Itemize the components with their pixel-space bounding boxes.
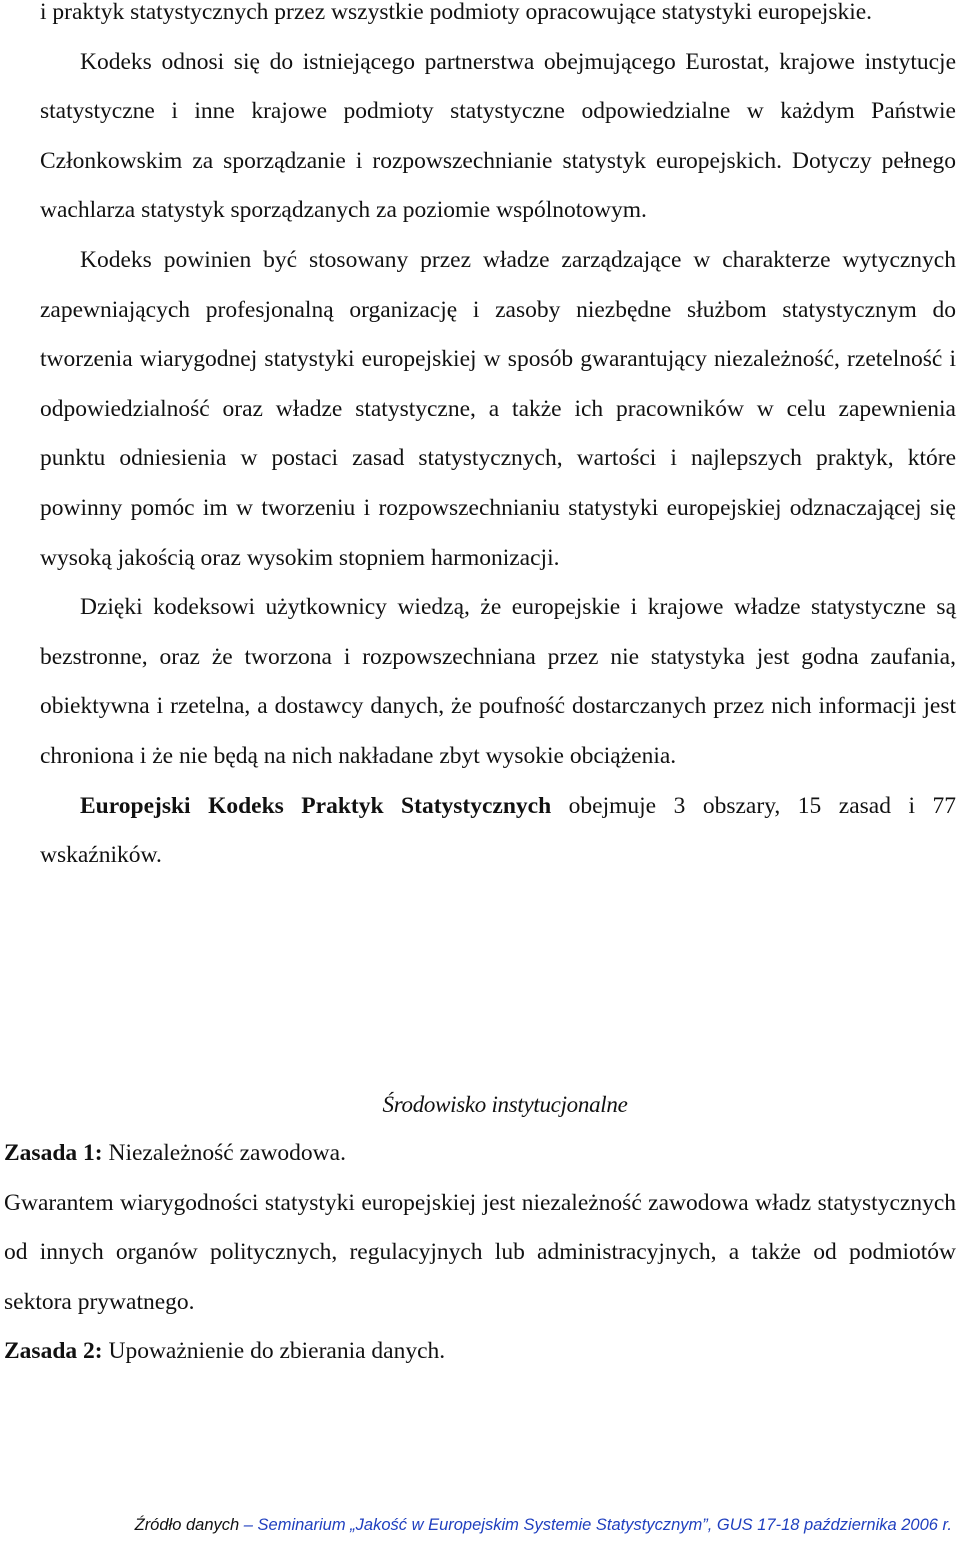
principle-2-label: Zasada 2: <box>4 1338 103 1365</box>
paragraph-partnership: Kodeks odnosi się do istniejącego partnerstwa obejmującego Eurostat, krajowe instytucje statystyczne i inne krajowe podmioty statystyczne odpowiedzialne w każdym Państwie Członkowskim za sporządzanie i rozpowszechnianie statystyk europejskich. Dotyczy pełnego wachlarza statystyk sporządzanych za poziomie wspólnotowym. <box>40 48 956 224</box>
source-dash: – <box>239 1516 258 1534</box>
source-label: Źródło danych <box>134 1516 240 1534</box>
document-body <box>40 0 956 881</box>
source-text: Seminarium „Jakość w Europejskim Systemie Statystycznym”, GUS 17-18 października 2006 r. <box>257 1516 952 1534</box>
code-scope-text: obejmuje 3 obszary, 15 zasad i 77 wskaźników. <box>40 792 956 869</box>
code-title: Europejski Kodeks Praktyk Statystycznych <box>80 792 552 819</box>
paragraph-application: Kodeks powinien być stosowany przez władze zarządzające w charakterze wytycznych zapewniających profesjonalną organizację i zasoby niezbędne służbom statystycznym do tworzenia wiarygodnej statystyki europejskiej w sposób gwarantujący niezależność, rzetelność i odpowiedzialność oraz władze statystyczne, a także ich pracowników w celu zapewnienia punktu odniesienia w postaci zasad statystycznych, wartości i najlepszych praktyk, które powinny pomóc im w tworzeniu i rozpowszechnianiu statystyki europejskiej odznaczającej się wysoką jakością oraz wysokim stopniem harmonizacji. <box>40 246 956 571</box>
principle-1-title: Niezależność zawodowa. <box>102 1140 346 1166</box>
principle-1-label: Zasada 1: <box>4 1140 103 1166</box>
principle-1-text: Gwarantem wiarygodności statystyki europejskiej jest niezależność zawodowa władz statystycznych od innych organów politycznych, regulacyjnych lub administracyjnych, a także od podmiotów sektora prywatnego. <box>4 1189 956 1315</box>
principle-2-heading <box>4 1327 956 1377</box>
paragraph-users: Dzięki kodeksowi użytkownicy wiedzą, że europejskie i krajowe władze statystyczne są bezstronne, oraz że tworzona i rozpowszechniana przez nie statystyka jest godna zaufania, obiektywna i rzetelna, a dostawcy danych, że poufność dostarczanych przez nich informacji jest chroniona i że nie będą na nich nakładane zbyt wysokie obciążenia. <box>40 594 956 769</box>
principle-1-heading <box>4 1129 956 1179</box>
paragraph-scope <box>40 782 956 881</box>
opening-fragment: i praktyk statystycznych przez wszystkie podmioty opracowujące statystyki europejskie. <box>40 0 873 25</box>
principles-block <box>4 1129 956 1377</box>
source-footer <box>135 1516 952 1535</box>
principle-2-title: Upoważnienie do zbierania danych. <box>102 1338 446 1365</box>
section-heading: Środowisko instytucjonalne <box>382 1092 628 1117</box>
